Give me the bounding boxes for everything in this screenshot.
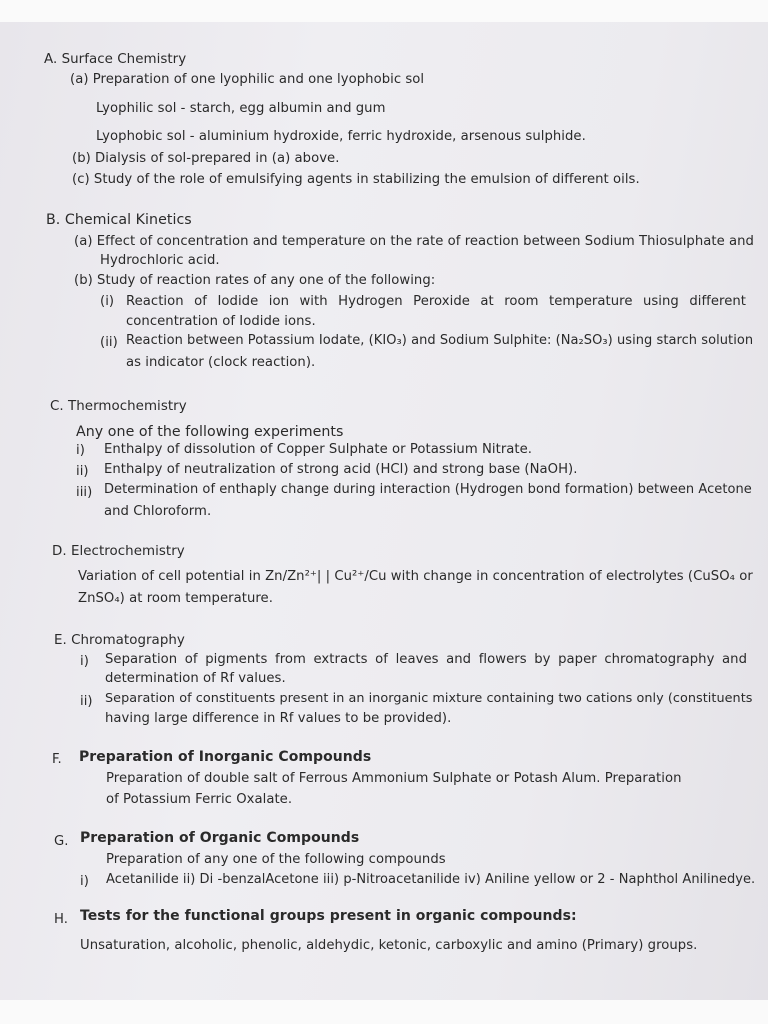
section-e-i-line1: Separation of pigments from extracts of leaves and flowers by paper chromatography and bbox=[105, 652, 747, 667]
section-e-ii-number: ii) bbox=[80, 694, 93, 709]
section-d-line1: Variation of cell potential in Zn/Zn²⁺| | Cu²⁺/Cu with change in concentration of electrolytes (CuSO₄ or bbox=[78, 569, 753, 584]
section-f-line2: of Potassium Ferric Oxalate. bbox=[106, 792, 293, 807]
section-a-heading: A. Surface Chemistry bbox=[44, 52, 187, 67]
section-c-i-text: Enthalpy of dissolution of Copper Sulphate or Potassium Nitrate. bbox=[104, 442, 533, 457]
section-g-i-number: i) bbox=[80, 874, 89, 889]
section-f-heading: Preparation of Inorganic Compounds bbox=[79, 749, 372, 765]
section-h-letter: H. bbox=[54, 912, 68, 927]
section-a-item-c: (c) Study of the role of emulsifying agents in stabilizing the emulsion of different oils. bbox=[72, 172, 640, 187]
section-c-iii-number: iii) bbox=[76, 485, 93, 500]
section-c-i-number: i) bbox=[76, 443, 85, 458]
section-b-sub-i-line1: Reaction of Iodide ion with Hydrogen Peroxide at room temperature using different bbox=[126, 294, 746, 309]
section-g-intro: Preparation of any one of the following compounds bbox=[106, 852, 446, 867]
section-b-sub-ii-line1: Reaction between Potassium Iodate, (KIO₃) and Sodium Sulphite: (Na₂SO₃) using starch solution bbox=[126, 333, 754, 348]
section-f-line1: Preparation of double salt of Ferrous Ammonium Sulphate or Potash Alum. Preparation bbox=[106, 771, 682, 786]
section-b-sub-ii-number: (ii) bbox=[100, 335, 118, 350]
section-b-sub-ii-line2: as indicator (clock reaction). bbox=[126, 355, 316, 370]
section-a-item-b: (b) Dialysis of sol-prepared in (a) above. bbox=[72, 151, 340, 166]
section-e-i-number: i) bbox=[80, 654, 89, 669]
section-g-i-text: Acetanilide ii) Di -benzalAcetone iii) p-Nitroacetanilide iv) Aniline yellow or 2 - Naphthol Anilinedye. bbox=[106, 872, 756, 887]
section-e-i-line2: determination of Rf values. bbox=[105, 671, 286, 686]
section-a-lyophobic: Lyophobic sol - aluminium hydroxide, ferric hydroxide, arsenous sulphide. bbox=[96, 129, 586, 144]
section-c-ii-number: ii) bbox=[76, 464, 89, 479]
section-h-line1: Unsaturation, alcoholic, phenolic, aldehydic, ketonic, carboxylic and amino (Primary) groups. bbox=[80, 938, 698, 953]
section-h-heading: Tests for the functional groups present in organic compounds: bbox=[80, 908, 577, 924]
section-c-intro: Any one of the following experiments bbox=[76, 424, 344, 440]
section-c-iii-line2: and Chloroform. bbox=[104, 504, 212, 519]
section-a-lyophilic: Lyophilic sol - starch, egg albumin and gum bbox=[96, 101, 386, 116]
section-d-line2: ZnSO₄) at room temperature. bbox=[78, 591, 273, 606]
syllabus-sheet bbox=[0, 22, 768, 1000]
section-c-ii-text: Enthalpy of neutralization of strong acid (HCl) and strong base (NaOH). bbox=[104, 462, 578, 477]
section-c-iii-line1: Determination of enthaply change during interaction (Hydrogen bond formation) between Acetone bbox=[104, 482, 752, 497]
section-e-ii-line2: having large difference in Rf values to be provided). bbox=[105, 711, 452, 726]
section-b-heading: B. Chemical Kinetics bbox=[46, 212, 192, 228]
section-b-sub-i-number: (i) bbox=[100, 294, 115, 309]
section-g-letter: G. bbox=[54, 834, 69, 849]
section-e-ii-line1: Separation of constituents present in an inorganic mixture containing two cations only (constituents bbox=[105, 691, 753, 706]
section-b-item-a-line1: (a) Effect of concentration and temperature on the rate of reaction between Sodium Thiosulphate and bbox=[74, 234, 754, 249]
section-e-heading: E. Chromatography bbox=[54, 633, 185, 648]
section-d-heading: D. Electrochemistry bbox=[52, 544, 185, 559]
section-a-item-a: (a) Preparation of one lyophilic and one lyophobic sol bbox=[70, 72, 425, 87]
section-b-sub-i-line2: concentration of Iodide ions. bbox=[126, 314, 316, 329]
section-b-item-a-line2: Hydrochloric acid. bbox=[100, 253, 220, 268]
section-f-letter: F. bbox=[52, 752, 62, 767]
section-c-heading: C. Thermochemistry bbox=[50, 399, 187, 414]
section-b-item-b: (b) Study of reaction rates of any one of the following: bbox=[74, 273, 436, 288]
section-g-heading: Preparation of Organic Compounds bbox=[80, 830, 360, 846]
